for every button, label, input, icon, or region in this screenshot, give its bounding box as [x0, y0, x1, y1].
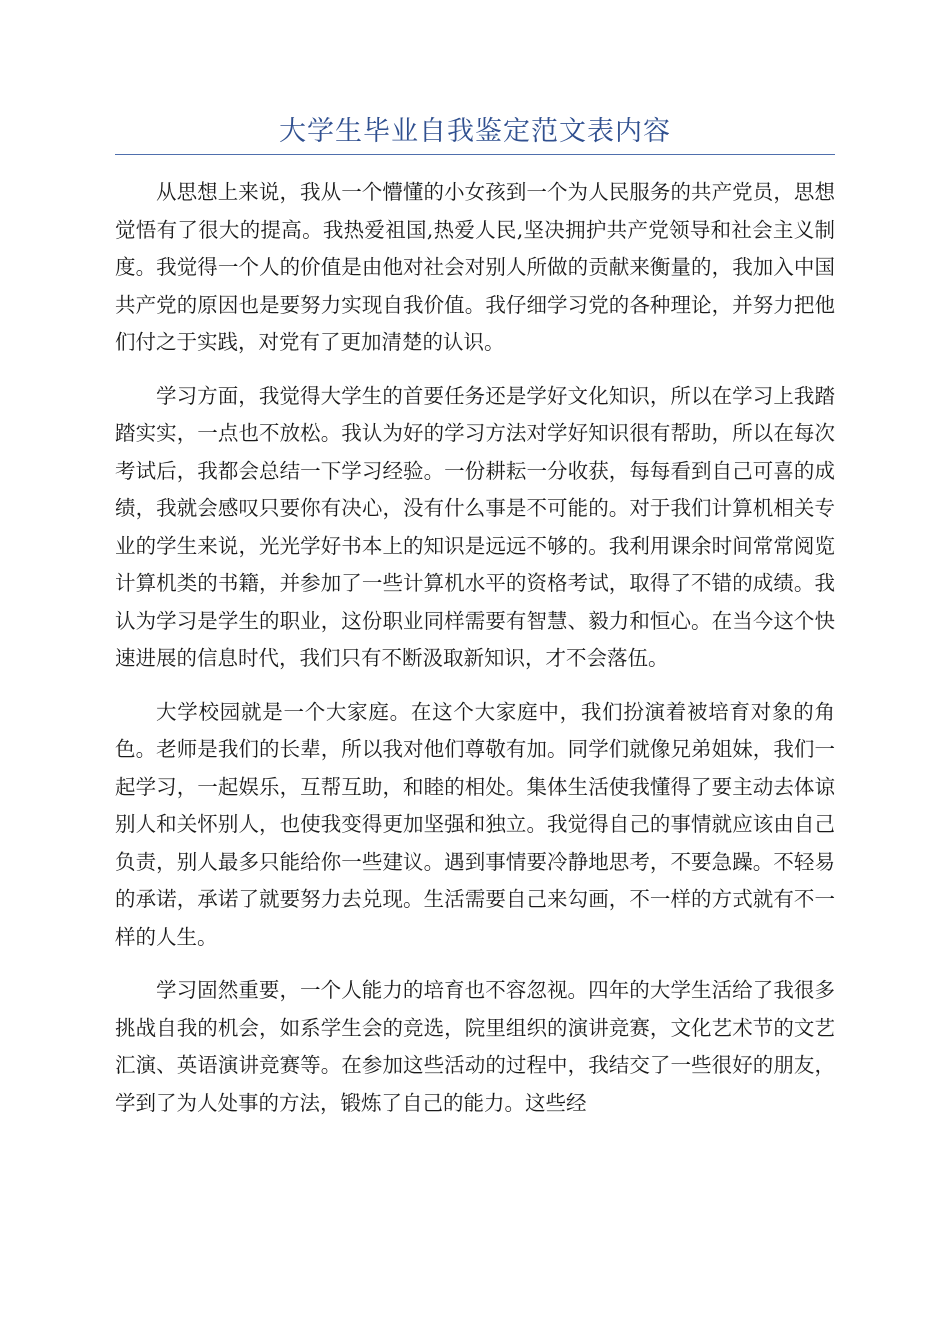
title-underline — [115, 154, 835, 155]
paragraph-4: 学习固然重要，一个人能力的培育也不容忽视。四年的大学生活给了我很多挑战自我的机会，如系学生会的竞选，院里组织的演讲竞赛，文化艺术节的文艺汇演、英语演讲竞赛等。在参加这些活动的过程中，我结交了一些很好的朋友，学到了为人处事的方法，锻炼了自己的能力。这些经 — [115, 978, 835, 1115]
document-body — [115, 174, 835, 1138]
paragraph-2: 学习方面，我觉得大学生的首要任务还是学好文化知识，所以在学习上我踏踏实实，一点也不放松。我认为好的学习方法对学好知识很有帮助，所以在每次考试后，我都会总结一下学习经验。一份耕耘一分收获，每每看到自己可喜的成绩，我就会感叹只要你有决心，没有什么事是不可能的。对于我们计算机相关专业的学生来说，光光学好书本上的知识是远远不够的。我利用课余时间常常阅览计算机类的书籍，并参加了一些计算机水平的资格考试，取得了不错的成绩。我认为学习是学生的职业，这份职业同样需要有智慧、毅力和恒心。在当今这个快速进展的信息时代，我们只有不断汲取新知识，才不会落伍。 — [115, 383, 835, 670]
paragraph-1: 从思想上来说，我从一个懵懂的小女孩到一个为人民服务的共产党员，思想觉悟有了很大的提高。我热爱祖国,热爱人民,坚决拥护共产党领导和社会主义制度。我觉得一个人的价值是由他对社会对别人所做的贡献来衡量的，我加入中国共产党的原因也是要努力实现自我价值。我仔细学习党的各种理论，并努力把他们付之于实践，对党有了更加清楚的认识。 — [115, 180, 835, 354]
paragraph-3: 大学校园就是一个大家庭。在这个大家庭中，我们扮演着被培育对象的角色。老师是我们的长辈，所以我对他们尊敬有加。同学们就像兄弟姐妹，我们一起学习，一起娱乐，互帮互助，和睦的相处。集体生活使我懂得了要主动去体谅别人和关怀别人，也使我变得更加坚强和独立。我觉得自己的事情就应该由自己负责，别人最多只能给你一些建议。遇到事情要冷静地思考，不要急躁。不轻易的承诺，承诺了就要努力去兑现。生活需要自己来勾画，不一样的方式就有不一样的人生。 — [115, 699, 835, 949]
document-title: 大学生毕业自我鉴定范文表内容 — [279, 116, 671, 147]
